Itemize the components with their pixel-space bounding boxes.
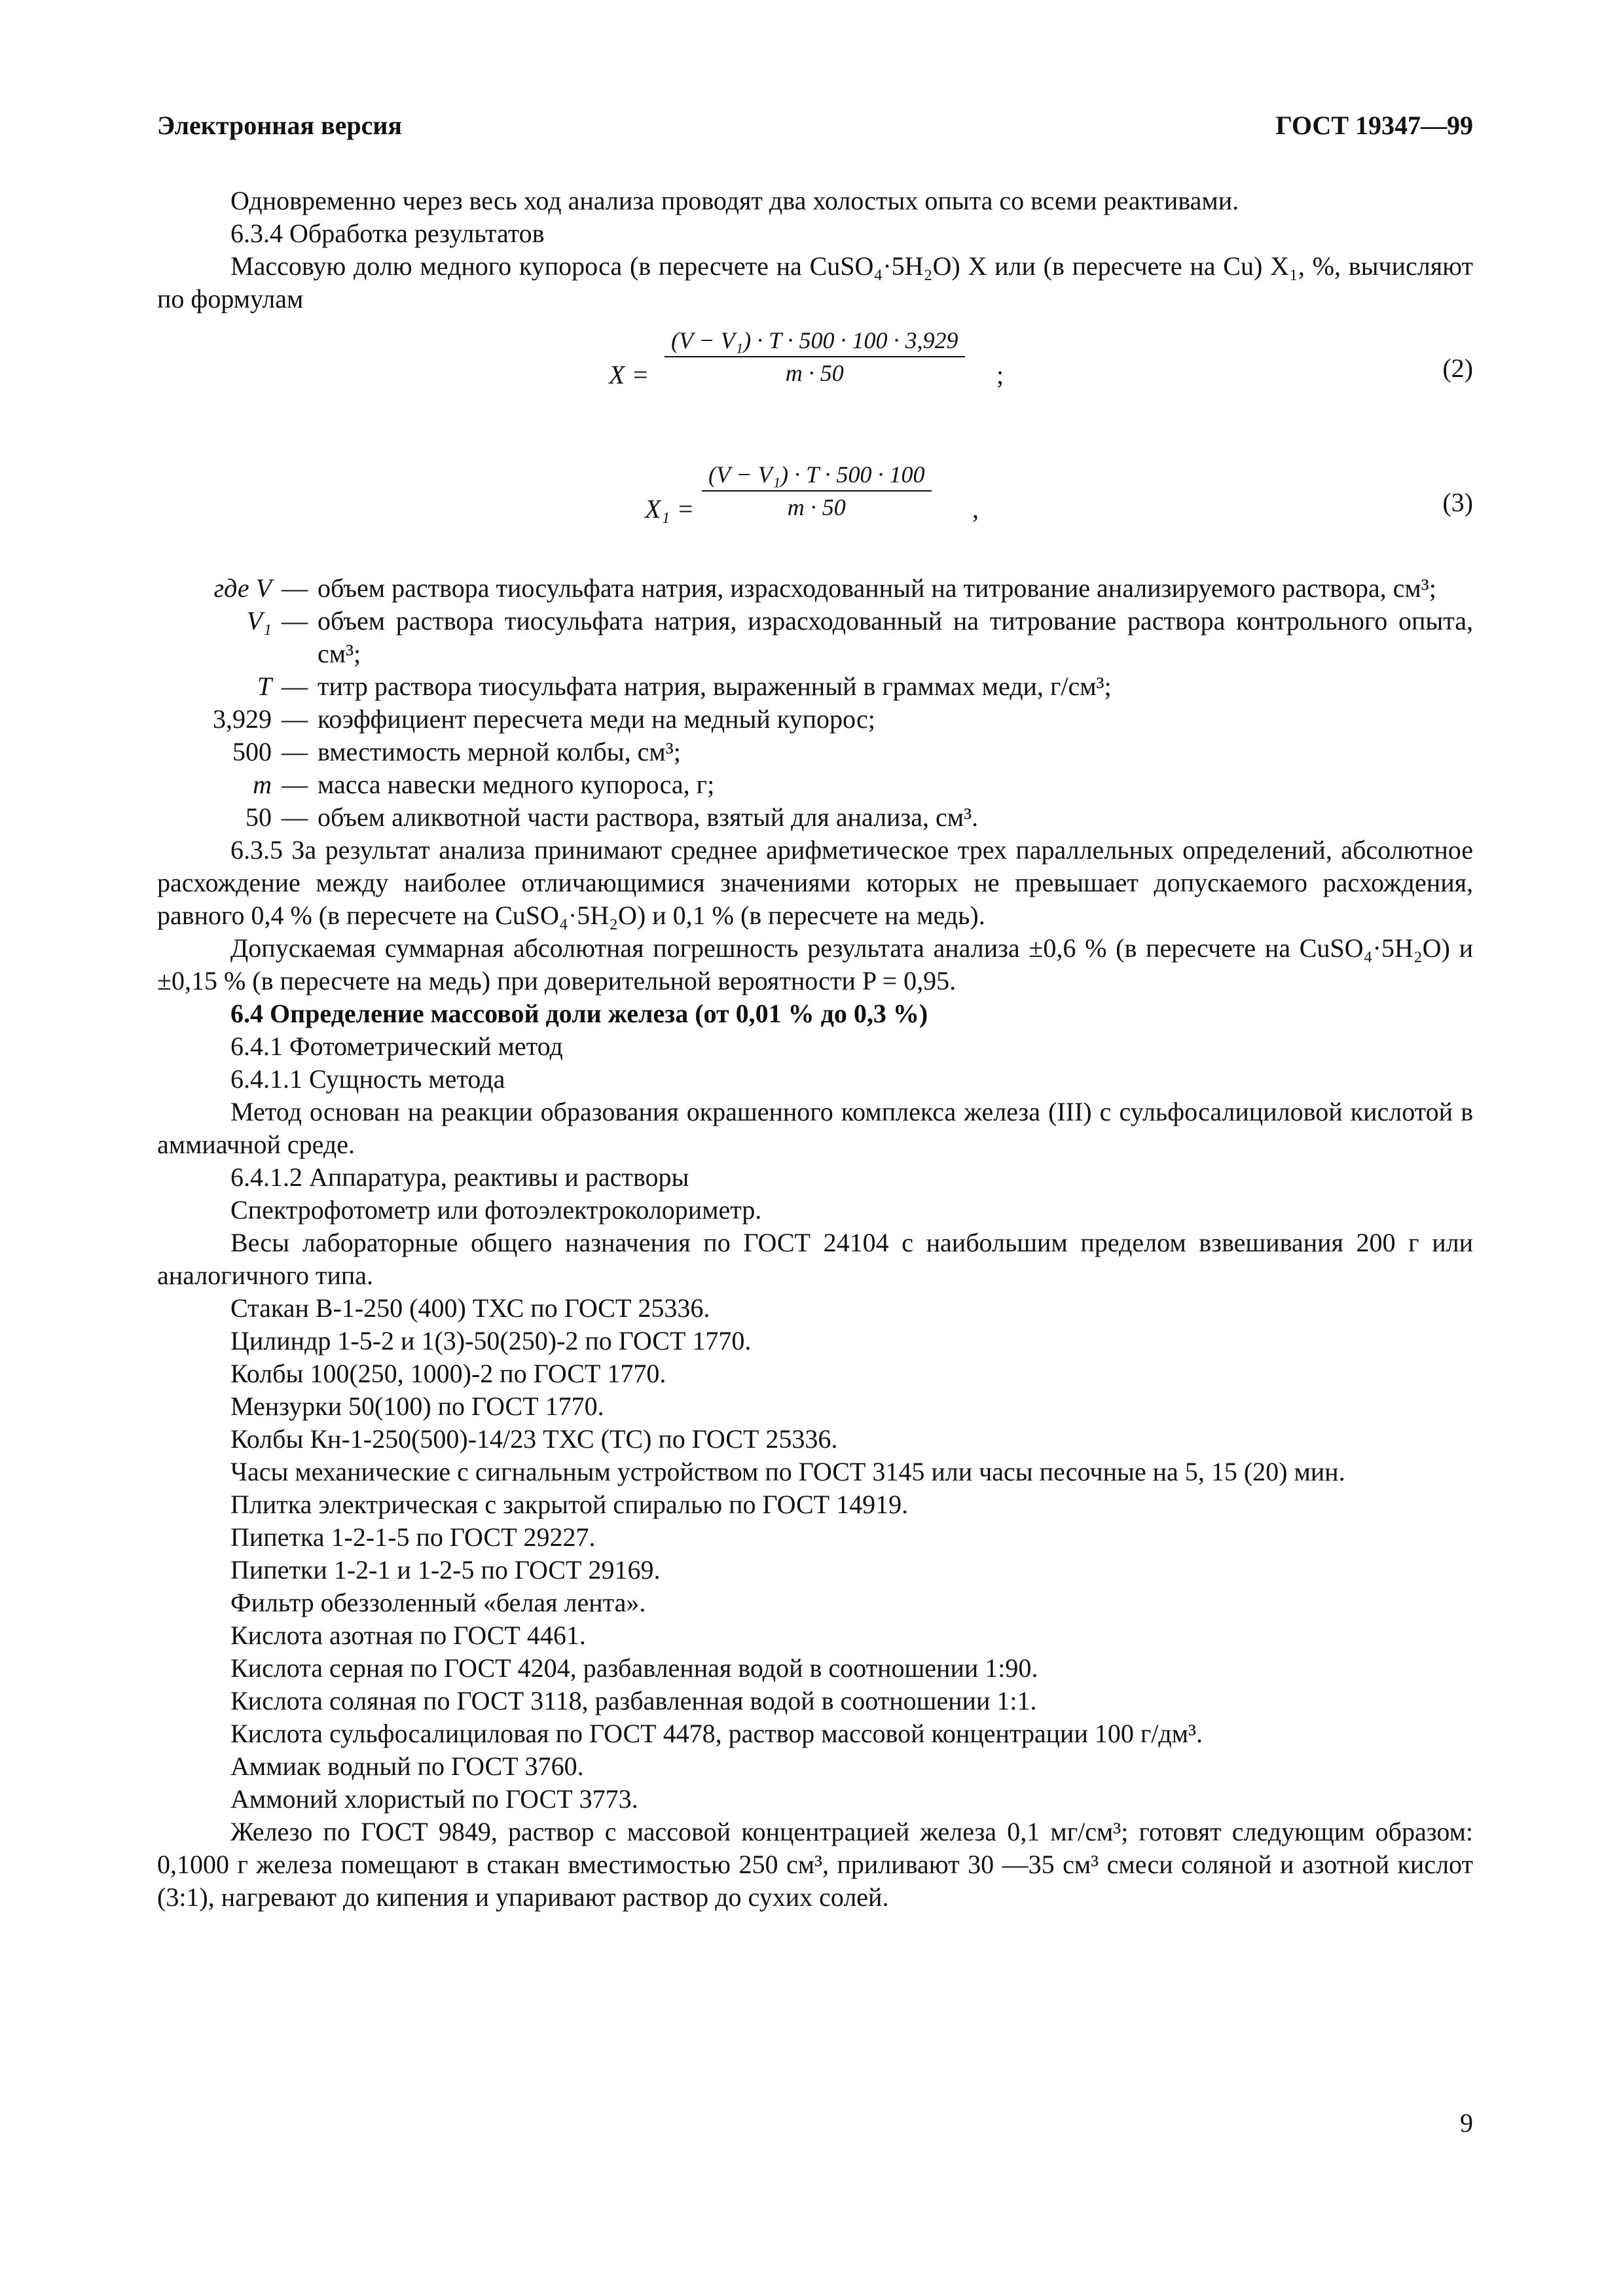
paragraph: Весы лабораторные общего назначения по ГОСТ 24104 с наибольшим пределом взвешивания 200 г или аналогичного типа. — [157, 1228, 1473, 1290]
definition-symbol: V₁ — [246, 606, 272, 636]
definition-row — [157, 670, 1473, 703]
definition-row — [157, 703, 1473, 736]
paragraph: Фильтр обеззоленный «белая лента». — [230, 1588, 646, 1617]
definition-text: титр раствора тиосульфата натрия, выраженный в граммах меди, г/см³; — [318, 672, 1112, 701]
definition-text: объем раствора тиосульфата натрия, израсходованный на титрование анализируемого раствора, см³; — [318, 573, 1436, 603]
definition-row — [157, 736, 1473, 768]
definition-dash: — — [282, 606, 308, 636]
formula-3-fraction — [702, 459, 932, 523]
definition-symbol: m — [253, 770, 272, 799]
paragraph: 6.4.1 Фотометрический метод — [230, 1031, 563, 1061]
formula-2-number: (2) — [1442, 353, 1473, 383]
paragraph: Стакан В-1-250 (400) ТХС по ГОСТ 25336. — [230, 1293, 710, 1323]
paragraph: Железо по ГОСТ 9849, раствор с массовой концентрацией железа 0,1 мг/см³; готовят следующим образом: 0,1000 г железа помещают в стакан вместимостью 250 см³, приливают 30 —35 см³ смеси соляной и азотной кислот (3:1), нагревают до кипения и упаривают раствор до сухих солей. — [157, 1817, 1473, 1912]
definition-text: масса навески медного купороса, г; — [318, 770, 715, 799]
paragraph: 6.4.1.2 Аппаратура, реактивы и растворы — [230, 1162, 689, 1192]
paragraph: Цилиндр 1-5-2 и 1(3)-50(250)-2 по ГОСТ 1770. — [230, 1326, 752, 1355]
definition-text: объем аликвотной части раствора, взятый для анализа, см³. — [318, 802, 979, 832]
paragraph: Колбы 100(250, 1000)-2 по ГОСТ 1770. — [230, 1359, 666, 1388]
definition-row — [157, 605, 1473, 670]
paragraph: Допускаемая суммарная абсолютная погрешность результата анализа ±0,6 % (в пересчете на CuSO₄·5H₂O) и ±0,15 % (в пересчете на медь) при доверительной вероятности P = 0,95. — [157, 933, 1473, 996]
paragraph: Метод основан на реакции образования окрашенного комплекса железа (III) с сульфосалициловой кислотой в аммиачной среде. — [157, 1097, 1473, 1159]
formula-intro: Массовую долю медного купороса (в пересчете на CuSO₄·5H₂O) X или (в пересчете на Cu) X₁, %, вычисляют по формулам — [157, 251, 1473, 314]
formula-2-numerator: (V − V₁) · T · 500 · 100 · 3,929 — [671, 327, 958, 353]
formula-3-punct: , — [972, 494, 979, 524]
paragraph: Кислота серная по ГОСТ 4204, разбавленная водой в соотношении 1:90. — [230, 1653, 1038, 1683]
paragraph: Кислота соляная по ГОСТ 3118, разбавленная водой в соотношении 1:1. — [230, 1686, 1037, 1715]
paragraph: Пипетка 1-2-1-5 по ГОСТ 29227. — [230, 1522, 596, 1552]
definition-dash: — — [282, 704, 308, 734]
definition-symbol: 500 — [232, 737, 272, 766]
definition-text: коэффициент пересчета меди на медный купорос; — [318, 704, 875, 734]
definition-text: объем раствора тиосульфата натрия, израсходованный на титрование раствора контрольного опыта, см³; — [318, 606, 1473, 668]
paragraph: Спектрофотометр или фотоэлектроколориметр. — [230, 1195, 762, 1225]
definition-row — [157, 572, 1473, 605]
formula-3-lhs: X₁ = — [645, 494, 695, 524]
definition-dash: — — [282, 802, 308, 832]
formula-2-lhs: X = — [609, 360, 649, 389]
definition-dash: — — [282, 737, 308, 766]
definition-symbol: 3,929 — [213, 704, 272, 734]
intro-line: Одновременно через весь ход анализа проводят два холостых опыта со всеми реактивами. — [230, 186, 1239, 215]
definition-row — [157, 768, 1473, 801]
formula-2-punct: ; — [996, 360, 1004, 389]
formula-3 — [157, 459, 1473, 560]
paragraph: 6.3.5 За результат анализа принимают среднее арифметическое трех параллельных определений, абсолютное расхождение между наиболее отличающимися значениями которых не превышает допускаемого расхождения, равного 0,4 % (в пересчете на CuSO₄·5H₂O) и 0,1 % (в пересчете на медь). — [157, 835, 1473, 930]
variable-definitions — [157, 572, 1473, 834]
paragraph: Кислота сульфосалициловая по ГОСТ 4478, раствор массовой концентрации 100 г/дм³. — [230, 1719, 1203, 1748]
definition-symbol: T — [257, 672, 272, 701]
formula-3-denominator: m · 50 — [787, 494, 846, 520]
formula-2-denominator: m · 50 — [785, 360, 844, 386]
paragraph: 6.4.1.1 Сущность метода — [230, 1064, 505, 1094]
paragraph: Кислота азотная по ГОСТ 4461. — [230, 1621, 586, 1650]
definition-row — [157, 801, 1473, 834]
definition-text: вместимость мерной колбы, см³; — [318, 737, 681, 766]
section-heading-6-3-4: 6.3.4 Обработка результатов — [230, 219, 545, 248]
paragraph: Колбы Кн-1-250(500)-14/23 ТХС (ТС) по ГОСТ 25336. — [230, 1424, 838, 1454]
paragraphs — [157, 834, 1473, 1914]
definition-dash: — — [282, 573, 308, 603]
header-left: Электронная версия — [157, 111, 403, 140]
definition-dash: — — [282, 672, 308, 701]
paragraph: Аммиак водный по ГОСТ 3760. — [230, 1751, 584, 1781]
paragraph: Аммоний хлористый по ГОСТ 3773. — [230, 1784, 638, 1814]
document-body — [157, 185, 1473, 1914]
formula-3-number: (3) — [1442, 488, 1473, 517]
definition-symbol: где V — [213, 573, 272, 603]
section-heading: 6.4 Определение массовой доли железа (от 0,01 % до 0,3 %) — [230, 999, 928, 1028]
paragraph: Часы механические с сигнальным устройством по ГОСТ 3145 или часы песочные на 5, 15 (20) мин. — [230, 1457, 1345, 1486]
definition-dash: — — [282, 770, 308, 799]
paragraph: Пипетки 1-2-1 и 1-2-5 по ГОСТ 29169. — [230, 1555, 661, 1585]
paragraph: Мензурки 50(100) по ГОСТ 1770. — [230, 1391, 604, 1421]
formula-2 — [157, 325, 1473, 426]
definition-symbol: 50 — [246, 802, 272, 832]
page-number: 9 — [1460, 2108, 1473, 2138]
formula-2-fraction — [665, 325, 965, 389]
paragraph: Плитка электрическая с закрытой спиралью по ГОСТ 14919. — [230, 1490, 909, 1519]
formula-3-numerator: (V − V₁) · T · 500 · 100 — [708, 461, 925, 488]
header-right: ГОСТ 19347—99 — [1275, 111, 1473, 140]
